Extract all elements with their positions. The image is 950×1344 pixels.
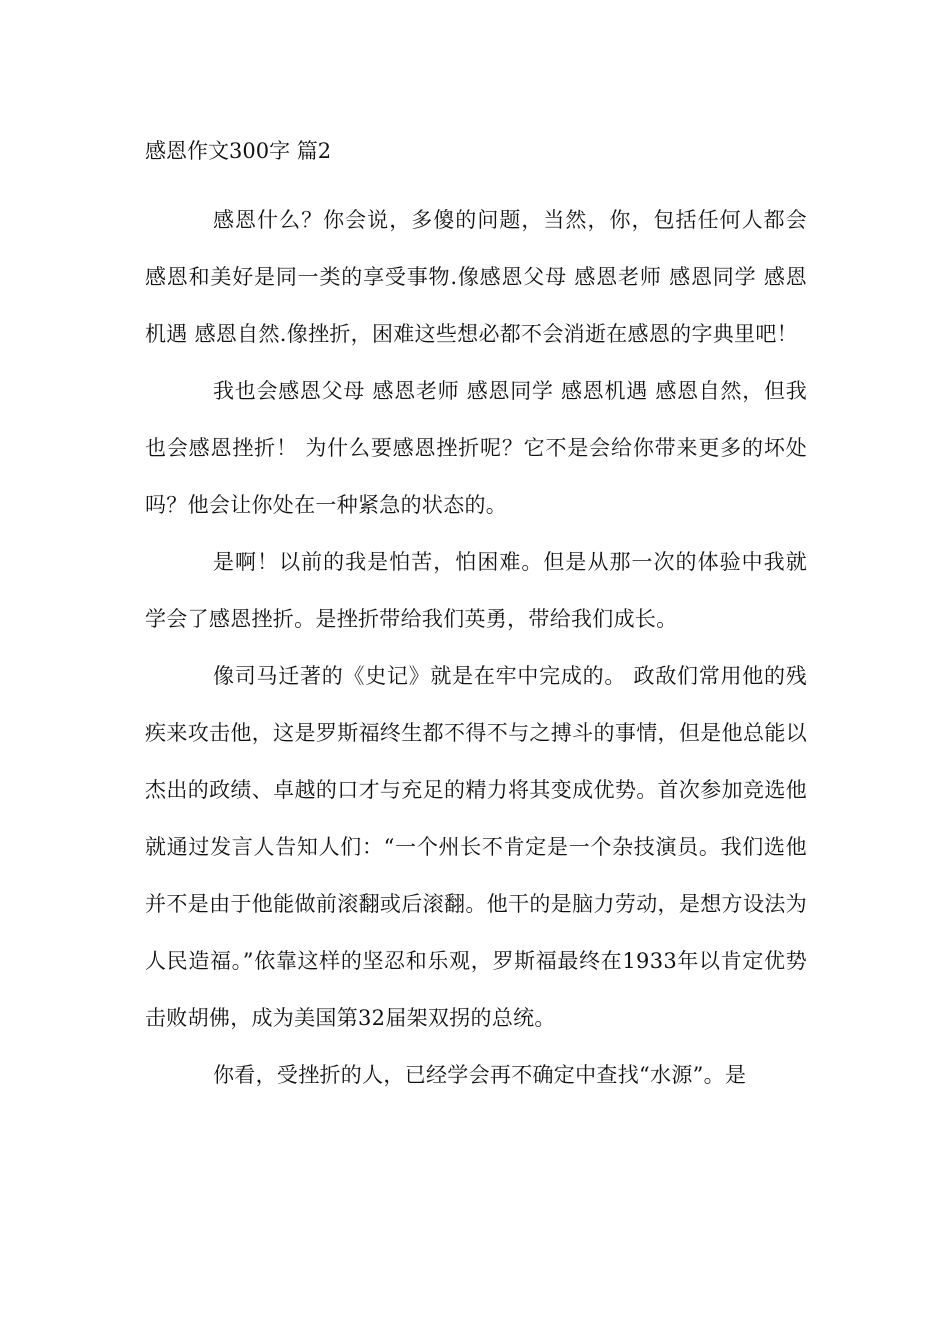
- paragraph-5: 你看，受挫折的人，已经学会再不确定中查找“水源”。是: [213, 1063, 747, 1087]
- paragraph-3: 是啊！以前的我是怕苦，怕困难。但是从那一次的体验中我就学会了感恩挫折。是挫折带给我们英勇，带给我们成长。: [145, 550, 807, 631]
- document-body: [145, 192, 807, 1104]
- paragraph-1: 感恩什么？你会说，多傻的问题，当然，你，包括任何人都会感恩和美好是同一类的享受事物.像感恩父母 感恩老师 感恩同学 感恩机遇 感恩自然.像挫折，困难这些想必都不会消逝在感恩的字典里吧！: [145, 208, 807, 346]
- paragraph-4: 像司马迁著的《史记》就是在牢中完成的。 政敌们常用他的残疾来攻击他，这是罗斯福终生都不得不与之搏斗的事情，但是他总能以杰出的政绩、卓越的口才与充足的精力将其变成优势。首次参加竞选他就通过发言人告知人们：“一个州长不肯定是一个杂技演员。我们选他并不是由于他能做前滚翻或后滚翻。他干的是脑力劳动，是想方设法为人民造福。”依靠这样的坚忍和乐观，罗斯福最终在1933年以肯定优势击败胡佛，成为美国第32届架双拐的总统。: [145, 664, 807, 1030]
- document-title: 感恩作文300字 篇2: [145, 139, 332, 163]
- paragraph-2: 我也会感恩父母 感恩老师 感恩同学 感恩机遇 感恩自然，但我也会感恩挫折！ 为什么要感恩挫折呢？它不是会给你带来更多的坏处吗？他会让你处在一种紧急的状态的。: [145, 379, 807, 517]
